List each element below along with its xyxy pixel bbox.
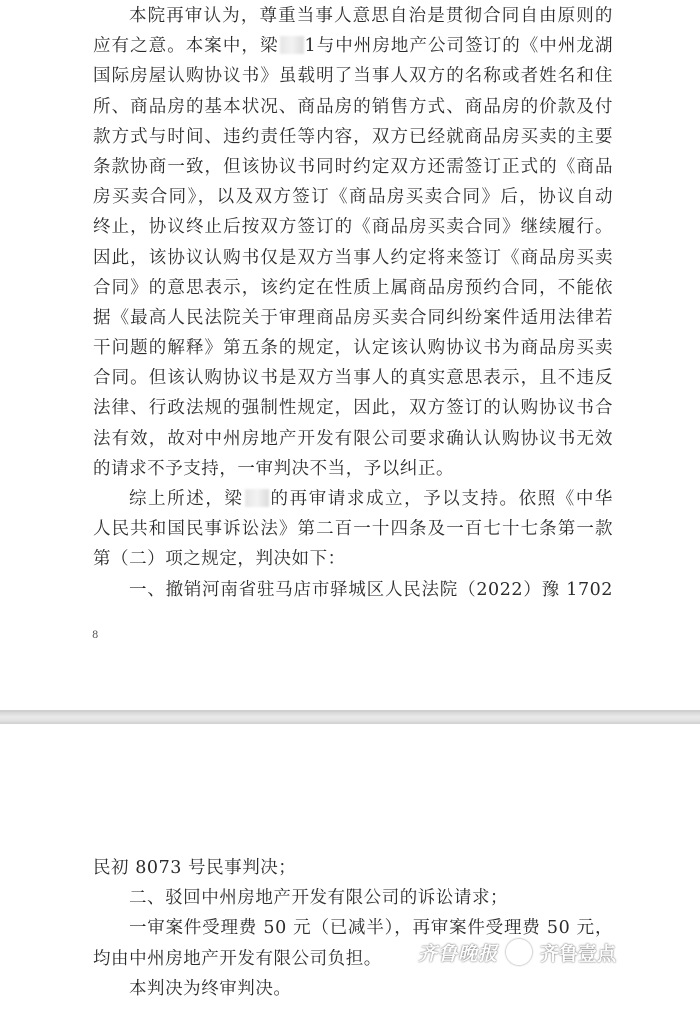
text-line: 第（二）项之规定，判决如下： [93, 549, 346, 570]
watermark [418, 938, 616, 966]
text-fragment: 综上所述，梁 [129, 489, 244, 509]
judgment-text-upper [93, 1, 613, 605]
text-line: 合同。但该认购协议书是双方当事人的真实意思表示，且不违反 [93, 368, 613, 389]
text-fragment: 1与中州房地产公司签订的《中州龙湖 [304, 36, 613, 57]
text-line: 本院再审认为，尊重当事人意思自治是贯彻合同自由原则的 [129, 6, 613, 26]
text-line: 条款协商一致，但该协议书同时约定双方还需签订正式的《商品 [93, 156, 613, 177]
text-line: 本判决为终审判决。 [129, 978, 292, 999]
judgment-text-lower [93, 853, 613, 1004]
page-number: 8 [92, 630, 99, 641]
text-line: 法有效，故对中州房地产开发有限公司要求确认认购协议书无效 [93, 428, 613, 449]
watermark-brand-app: 齐鲁壹点 [540, 942, 617, 965]
text-line: 的请求不予支持，一审判决不当，予以纠正。 [93, 458, 454, 479]
text-fragment: 的再审请求成立，予以支持。依照《中华 [269, 489, 613, 509]
text-line: 据《最高人民法院关于审理商品房买卖合同纠纷案件适用法律若 [93, 307, 613, 328]
text-line: 民初 8073 号民事判决； [93, 858, 297, 878]
text-line [93, 31, 613, 61]
redaction-mark [280, 36, 304, 54]
qilu-logo-icon [506, 939, 532, 965]
text-line: 款方式与时间、违约责任等内容，双方已经就商品房买卖的主要 [93, 126, 613, 147]
redaction-mark [245, 489, 269, 507]
text-line: 国际房屋认购协议书》虽载明了当事人双方的名称或者姓名和住 [93, 66, 613, 87]
page-separator [0, 712, 700, 724]
text-line: 所、商品房的基本状况、商品房的销售方式、商品房的价款及付 [93, 96, 613, 117]
text-line: 二、驳回中州房地产开发有限公司的诉讼请求； [129, 888, 509, 909]
text-line: 因此，该协议认购书仅是双方当事人约定将来签订《商品房买卖 [93, 247, 613, 268]
text-line: 房买卖合同》，以及双方签订《商品房买卖合同》后，协议自动 [93, 187, 613, 208]
text-fragment: 应有之意。本案中，梁 [93, 36, 279, 57]
text-line: 人民共和国民事诉讼法》第二百一十四条及一百七十七条第一款 [93, 519, 613, 540]
text-line: 合同》的意思表示，该约定在性质上属商品房预约合同，不能依 [93, 277, 613, 298]
text-line: 干问题的解释》第五条的规定，认定该认购协议书为商品房买卖 [93, 338, 613, 359]
text-line: 终止，协议终止后按双方签订的《商品房买卖合同》继续履行。 [93, 217, 613, 238]
watermark-brand-script: 齐鲁晚报 [418, 942, 499, 965]
text-line: 法律、行政法规的强制性规定，因此，双方签订的认购协议书合 [93, 398, 613, 419]
text-line: 一、撤销河南省驻马店市驿城区人民法院（2022）豫 1702 [129, 579, 613, 600]
text-line: 均由中州房地产开发有限公司负担。 [93, 948, 382, 969]
text-line [93, 484, 613, 514]
text-line: 一审案件受理费 50 元（已减半），再审案件受理费 50 元， [129, 918, 613, 939]
